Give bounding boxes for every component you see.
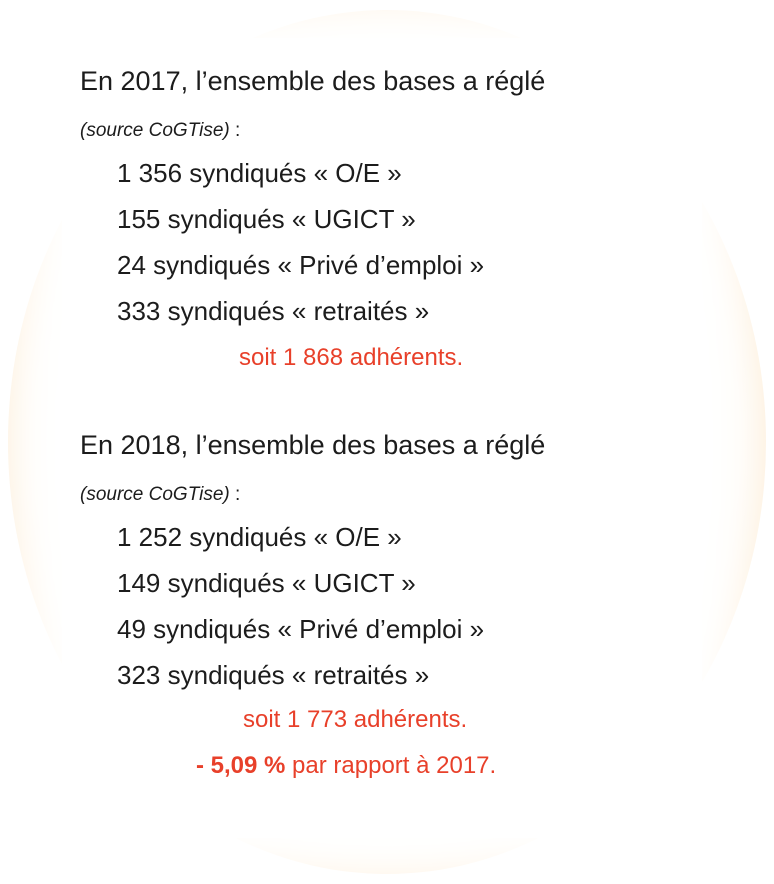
item-2018-retraites: 323 syndiqués « retraités » xyxy=(117,660,430,690)
item-2018-oe: 1 252 syndiqués « O/E » xyxy=(117,522,402,552)
item-2017-ugict: 155 syndiqués « UGICT » xyxy=(117,204,416,234)
comparison-2017 xyxy=(196,752,496,780)
source-2018-label: (source CoGTise) xyxy=(80,484,230,505)
item-2017-prive-emploi: 24 syndiqués « Privé d’emploi » xyxy=(117,250,485,280)
source-2018 xyxy=(80,484,240,506)
heading-2018: En 2018, l’ensemble des bases a réglé xyxy=(80,430,546,460)
source-2017-colon: : xyxy=(229,120,241,141)
source-2017-label: (source CoGTise) xyxy=(80,120,230,141)
item-2017-retraites: 333 syndiqués « retraités » xyxy=(117,296,430,326)
heading-2017: En 2017, l’ensemble des bases a réglé xyxy=(80,66,546,96)
item-2018-ugict: 149 syndiqués « UGICT » xyxy=(117,568,416,598)
comparison-value: - 5,09 % xyxy=(196,752,286,779)
item-2017-oe: 1 356 syndiqués « O/E » xyxy=(117,158,402,188)
item-2018-prive-emploi: 49 syndiqués « Privé d’emploi » xyxy=(117,614,485,644)
comparison-text: par rapport à 2017. xyxy=(285,752,497,779)
total-2017: soit 1 868 adhérents. xyxy=(239,344,464,371)
source-2018-colon: : xyxy=(229,484,241,505)
total-2018: soit 1 773 adhérents. xyxy=(243,706,468,733)
source-2017 xyxy=(80,120,240,142)
